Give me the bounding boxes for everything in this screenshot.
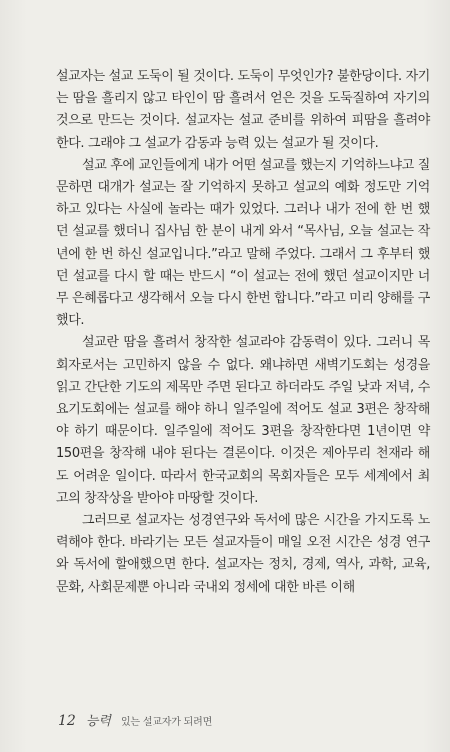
body-text xyxy=(56,66,430,599)
paragraph: 설교란 땀을 흘려서 창작한 설교라야 감동력이 있다. 그러니 목회자로서는 고민하지 않을 수 없다. 왜냐하면 새벽기도회는 성경을 읽고 간단한 기도의 제목만 주면 된다고 하더라도 주일 낮과 저녁, 수요기도회에는 설교를 해야 하니 일주일에 적어도 설교 3편은 창작해야 하기 때문이다. 일주일에 적어도 3편을 창작한다면 1년이면 약 150편을 창작해 내야 된다는 결론이다. 이것은 제아무리 천재라 해도 어려운 일이다. 따라서 한국교회의 목회자들은 모두 세계에서 최고의 창작상을 받아야 마땅할 것이다. xyxy=(56,335,430,506)
page-footer xyxy=(58,710,212,730)
page-number: 12 xyxy=(58,713,76,729)
paragraph: 그러므로 설교자는 성경연구와 독서에 많은 시간을 가지도록 노력해야 한다. 바라기는 모든 설교자들이 매일 오전 시간은 성경 연구와 독서에 할애했으면 한다. 설교자는 정치, 경제, 역사, 과학, 교육, 문화, 사회문제뿐 아니라 국내외 정세에 대한 바른 이해 xyxy=(56,513,430,595)
running-title: 있는 설교자가 되려면 xyxy=(120,717,213,728)
paragraph: 설교자는 설교 도둑이 될 것이다. 도둑이 무엇인가? 불한당이다. 자기는 땀을 흘리지 않고 타인이 땀 흘려서 얻은 것을 도둑질하여 자기의 것으로 만드는 것이다. 설교자는 설교 준비를 위하여 피땀을 흘려야 한다. 그래야 그 설교가 감동과 능력 있는 설교가 될 것이다. xyxy=(56,69,430,151)
paragraph: 설교 후에 교인들에게 내가 어떤 설교를 했는지 기억하느냐고 질문하면 대개가 설교는 잘 기억하지 못하고 설교의 예화 정도만 기억하고 있다는 사실에 놀라는 때가 있었다. 그러나 내가 전에 한 번 했던 설교를 했더니 집사님 한 분이 내게 와서 “목사님, 오늘 설교는 작년에 한 번 하신 설교입니다.”라고 말해 주었다. 그래서 그 후부터 했던 설교를 다시 할 때는 반드시 “이 설교는 전에 했던 설교이지만 너무 은혜롭다고 생각해서 오늘 다시 한번 합니다.”라고 미리 양해를 구했다. xyxy=(56,157,430,329)
book-brand: 능력 xyxy=(85,714,111,729)
